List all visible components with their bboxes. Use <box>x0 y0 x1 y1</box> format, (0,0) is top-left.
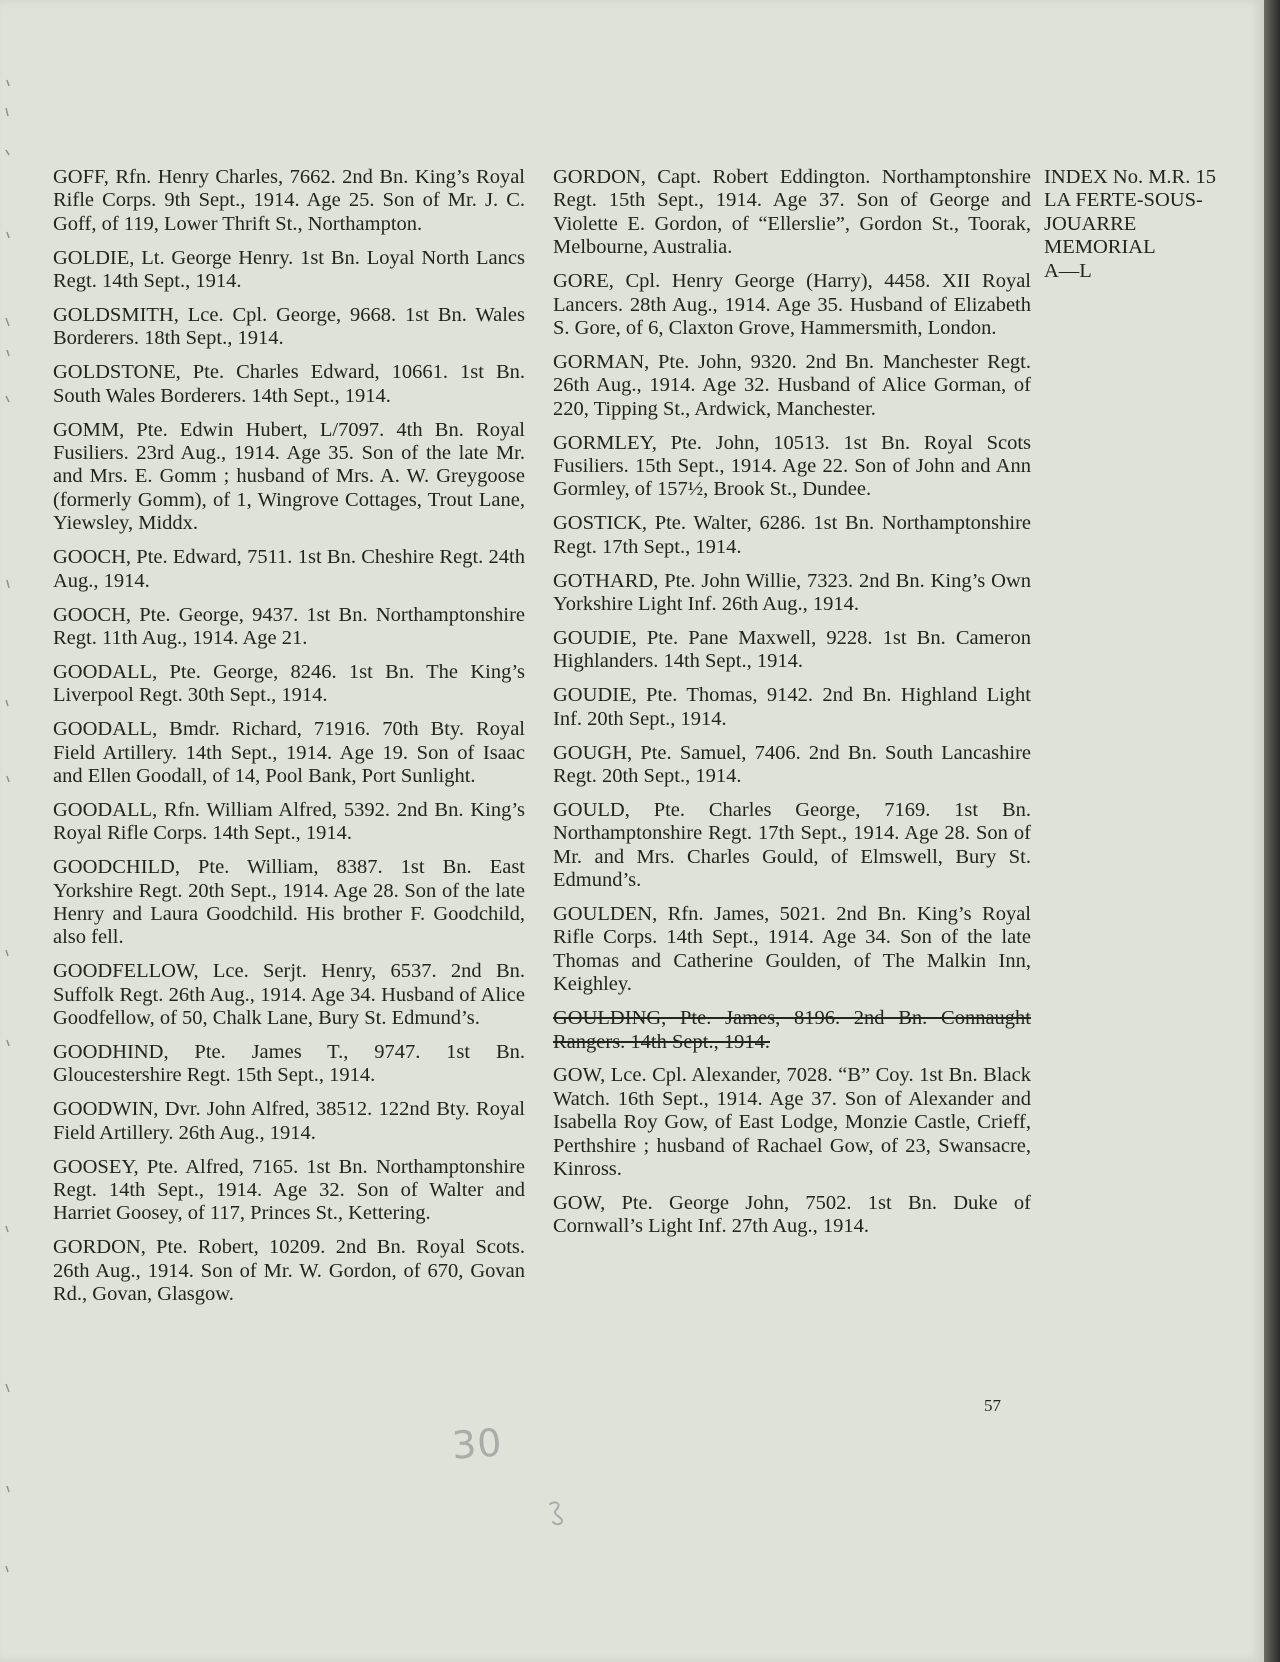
memorial-name-line1: LA FERTE-SOUS- <box>1044 189 1203 212</box>
entry-goudie-pane: GOUDIE, Pte. Pane Maxwell, 9228. 1st Bn. Cameron Highlanders. 14th Sept., 1914. <box>553 626 1031 673</box>
entry-goodhind: GOODHIND, Pte. James T., 9747. 1st Bn. Gloucestershire Regt. 15th Sept., 1914. <box>53 1041 525 1087</box>
index-number: INDEX No. M.R. 15 <box>1044 166 1216 188</box>
page-number: 57 <box>984 1396 1001 1415</box>
entry-gow-alexander: GOW, Lce. Cpl. Alexander, 7028. “B” Coy. 1st Bn. Black Watch. 16th Sept., 1914. Age 37. Son of Alexander and Isabella Roy Gow, of East Lodge, Monzie Castle, Crieff, Perthshire ; husband of Rachael Gow, of 23, Swansacre, Kinross. <box>553 1064 1031 1181</box>
memorial-label: MEMORIAL <box>1044 236 1156 259</box>
entry-gostick: GOSTICK, Pte. Walter, 6286. 1st Bn. Northamptonshire Regt. 17th Sept., 1914. <box>553 512 1031 558</box>
entry-goldstone: GOLDSTONE, Pte. Charles Edward, 10661. 1st Bn. South Wales Borderers. 14th Sept., 1914. <box>53 361 525 407</box>
index-header <box>1044 166 1264 283</box>
entry-goff: GOFF, Rfn. Henry Charles, 7662. 2nd Bn. King’s Royal Rifle Corps. 9th Sept., 1914. Age 25. Son of Mr. J. C. Goff, of 119, Lower Thrift St., Northampton. <box>53 166 525 235</box>
entry-gordon-capt: GORDON, Capt. Robert Eddington. Northamptonshire Regt. 15th Sept., 1914. Age 37. Son of George and Violette E. Gordon, of “Ellerslie”, Gordon St., Toorak, Melbourne, Australia. <box>553 166 1031 259</box>
entry-goldie: GOLDIE, Lt. George Henry. 1st Bn. Loyal North Lancs Regt. 14th Sept., 1914. <box>53 246 525 293</box>
entry-gooch-edward: GOOCH, Pte. Edward, 7511. 1st Bn. Cheshire Regt. 24th Aug., 1914. <box>53 546 525 592</box>
entry-goodall-william: GOODALL, Rfn. William Alfred, 5392. 2nd Bn. King’s Royal Rifle Corps. 14th Sept., 1914. <box>53 798 525 845</box>
entry-goudie-thomas: GOUDIE, Pte. Thomas, 9142. 2nd Bn. Highland Light Inf. 20th Sept., 1914. <box>553 684 1031 730</box>
entry-gooch-george: GOOCH, Pte. George, 9437. 1st Bn. Northamptonshire Regt. 11th Aug., 1914. Age 21. <box>53 603 525 649</box>
entry-goodchild: GOODCHILD, Pte. William, 8387. 1st Bn. East Yorkshire Regt. 20th Sept., 1914. Age 28. Son of the late Henry and Laura Goodchild. His brother F. Goodchild, also fell. <box>53 856 525 949</box>
binding-edge-marks <box>0 0 12 1662</box>
middle-column <box>553 166 1031 1249</box>
entry-gow-george: GOW, Pte. George John, 7502. 1st Bn. Duke of Cornwall’s Light Inf. 27th Aug., 1914. <box>553 1191 1031 1238</box>
entry-goulden: GOULDEN, Rfn. James, 5021. 2nd Bn. King’s Royal Rifle Corps. 14th Sept., 1914. Age 34. Son of the late Thomas and Catherine Goulden, of The Malkin Inn, Keighley. <box>553 902 1031 996</box>
scan-edge <box>1264 0 1280 1662</box>
entry-goodall-richard: GOODALL, Bmdr. Richard, 71916. 70th Bty. Royal Field Artillery. 14th Sept., 1914. Age 19. Son of Isaac and Ellen Goodall, of 14, Pool Bank, Port Sunlight. <box>53 718 525 787</box>
entry-gore: GORE, Cpl. Henry George (Harry), 4458. XII Royal Lancers. 28th Aug., 1914. Age 35. Husband of Elizabeth S. Gore, of 6, Claxton Grove, Hammersmith, London. <box>553 270 1031 339</box>
entry-gormley: GORMLEY, Pte. John, 10513. 1st Bn. Royal Scots Fusiliers. 15th Sept., 1914. Age 22. Son of John and Ann Gormley, of 157½, Brook St., Dundee. <box>553 431 1031 501</box>
entry-gothard: GOTHARD, Pte. John Willie, 7323. 2nd Bn. King’s Own Yorkshire Light Inf. 26th Aug., 1914. <box>553 569 1031 615</box>
left-column <box>53 166 525 1317</box>
entry-goodfellow: GOODFELLOW, Lce. Serjt. Henry, 6537. 2nd Bn. Suffolk Regt. 26th Aug., 1914. Age 34. Husband of Alice Goodfellow, of 50, Chalk Lane, Bury St. Edmund’s. <box>53 960 525 1030</box>
pencil-mark-icon <box>546 1498 568 1528</box>
handwritten-page-number: 30 <box>450 1420 504 1468</box>
entry-goodwin: GOODWIN, Dvr. John Alfred, 38512. 122nd Bty. Royal Field Artillery. 26th Aug., 1914. <box>53 1098 525 1144</box>
entry-gould: GOULD, Pte. Charles George, 7169. 1st Bn. Northamptonshire Regt. 17th Sept., 1914. Age 28. Son of Mr. and Mrs. Charles Gould, of Elmswell, Bury St. Edmund’s. <box>553 798 1031 892</box>
entry-gorman: GORMAN, Pte. John, 9320. 2nd Bn. Manchester Regt. 26th Aug., 1914. Age 32. Husband of Alice Gorman, of 220, Tipping St., Ardwick, Manchester. <box>553 350 1031 420</box>
entry-goldsmith: GOLDSMITH, Lce. Cpl. George, 9668. 1st Bn. Wales Borderers. 18th Sept., 1914. <box>53 304 525 350</box>
entry-gomm: GOMM, Pte. Edwin Hubert, L/7097. 4th Bn. Royal Fusiliers. 23rd Aug., 1914. Age 35. Son of the late Mr. and Mrs. E. Gomm ; husband of Mrs. A. W. Greygoose (formerly Gomm), of 1, Wingrove Cottages, Trout Lane, Yiewsley, Middx. <box>53 418 525 535</box>
memorial-name-line2: JOUARRE <box>1044 212 1137 235</box>
entry-goulding-struck: GOULDING, Pte. James, 8196. 2nd Bn. Connaught Rangers. 14th Sept., 1914. <box>553 1007 1031 1053</box>
entry-goosey: GOOSEY, Pte. Alfred, 7165. 1st Bn. Northamptonshire Regt. 14th Sept., 1914. Age 32. Son of Walter and Harriet Goosey, of 117, Princes St., Kettering. <box>53 1155 525 1225</box>
entry-goodall-george: GOODALL, Pte. George, 8246. 1st Bn. The King’s Liverpool Regt. 30th Sept., 1914. <box>53 660 525 707</box>
entry-gordon-robert: GORDON, Pte. Robert, 10209. 2nd Bn. Royal Scots. 26th Aug., 1914. Son of Mr. W. Gordon, of 670, Govan Rd., Govan, Glasgow. <box>53 1236 525 1306</box>
entry-gough: GOUGH, Pte. Samuel, 7406. 2nd Bn. South Lancashire Regt. 20th Sept., 1914. <box>553 741 1031 787</box>
index-range: A—L <box>1044 259 1092 282</box>
